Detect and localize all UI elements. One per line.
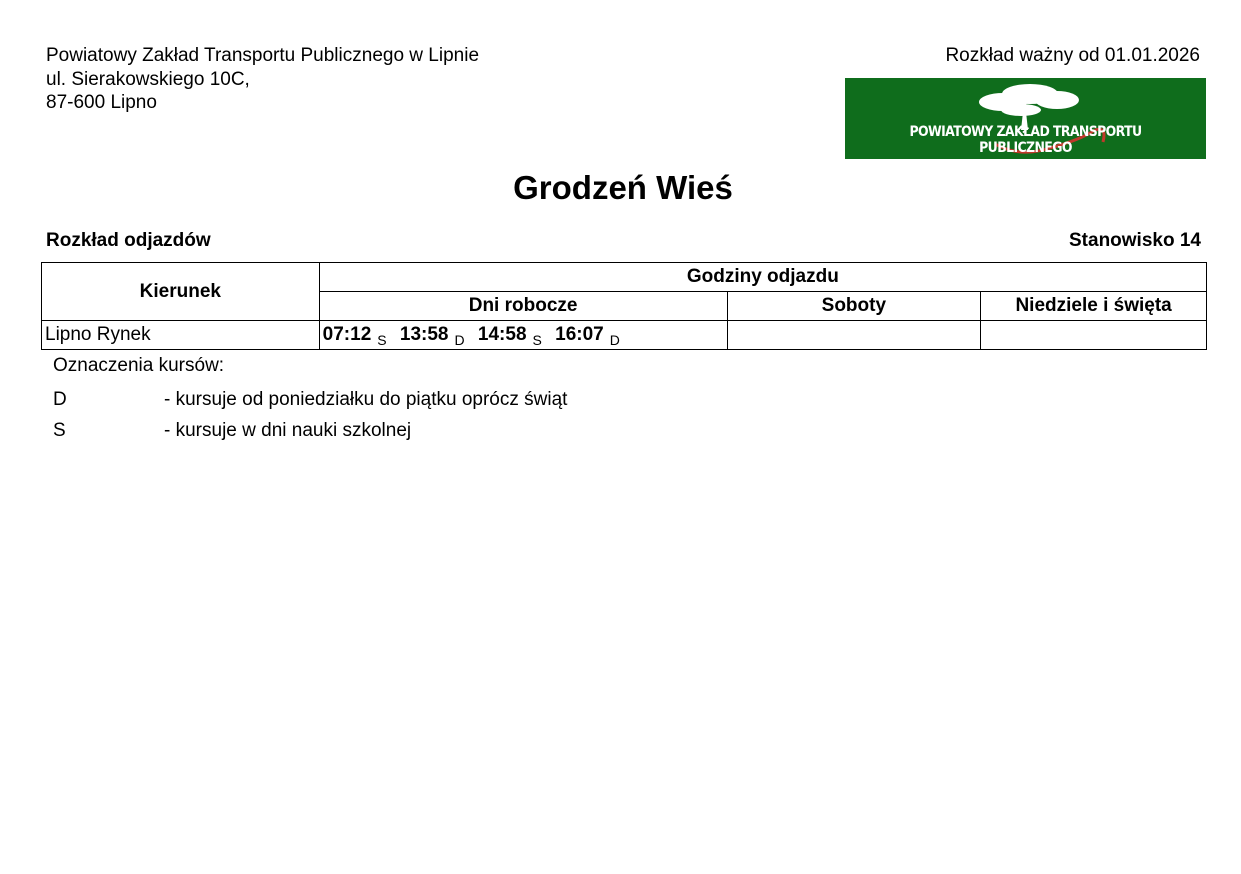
operator-logo — [845, 78, 1206, 159]
table-row — [42, 321, 1207, 350]
legend-item — [53, 420, 567, 451]
operator-street: ul. Sierakowskiego 10C, — [46, 68, 250, 90]
departure-time: 16:07 — [555, 324, 604, 345]
legend-item — [53, 389, 567, 420]
logo-text: POWIATOWY ZAKŁAD TRANSPORTU PUBLICZNEGO — [909, 124, 1142, 156]
sunday-times-cell — [981, 321, 1207, 350]
operator-name: Powiatowy Zakład Transportu Publicznego w Lipnie — [46, 45, 480, 66]
weekday-times-cell — [319, 321, 727, 350]
saturday-times-cell — [727, 321, 981, 350]
timetable-subtitle: Rozkład odjazdów — [46, 230, 211, 251]
legend-text: - kursuje w dni nauki szkolnej — [164, 419, 412, 441]
timetable — [41, 262, 1207, 350]
operator-address — [46, 44, 479, 115]
header-weekdays: Dni robocze — [319, 292, 727, 321]
operator-city: 87-600 Lipno — [46, 92, 157, 113]
direction-cell: Lipno Rynek — [42, 321, 320, 350]
stop-name: Grodzeń Wieś — [513, 169, 733, 206]
header-saturdays: Soboty — [727, 292, 981, 321]
legend-code: D — [53, 389, 67, 410]
legend-text: - kursuje od poniedziałku do piątku oprócz świąt — [164, 389, 568, 410]
course-mark: S — [532, 332, 542, 348]
course-mark: S — [377, 332, 387, 348]
platform-number: Stanowisko 14 — [1069, 230, 1201, 251]
header-departures: Godziny odjazdu — [319, 263, 1206, 292]
header-sundays: Niedziele i święta — [981, 292, 1207, 321]
header-direction: Kierunek — [42, 263, 320, 321]
course-mark: D — [454, 332, 465, 348]
departure-time: 14:58 — [477, 324, 527, 345]
validity-date: Rozkład ważny od 01.01.2026 — [945, 45, 1200, 66]
legend-code: S — [53, 419, 66, 441]
course-mark: D — [609, 332, 620, 348]
legend-title: Oznaczenia kursów: — [53, 355, 225, 376]
departure-time: 13:58 — [399, 324, 449, 345]
departure-time: 07:12 — [322, 324, 372, 345]
legend — [53, 389, 567, 450]
